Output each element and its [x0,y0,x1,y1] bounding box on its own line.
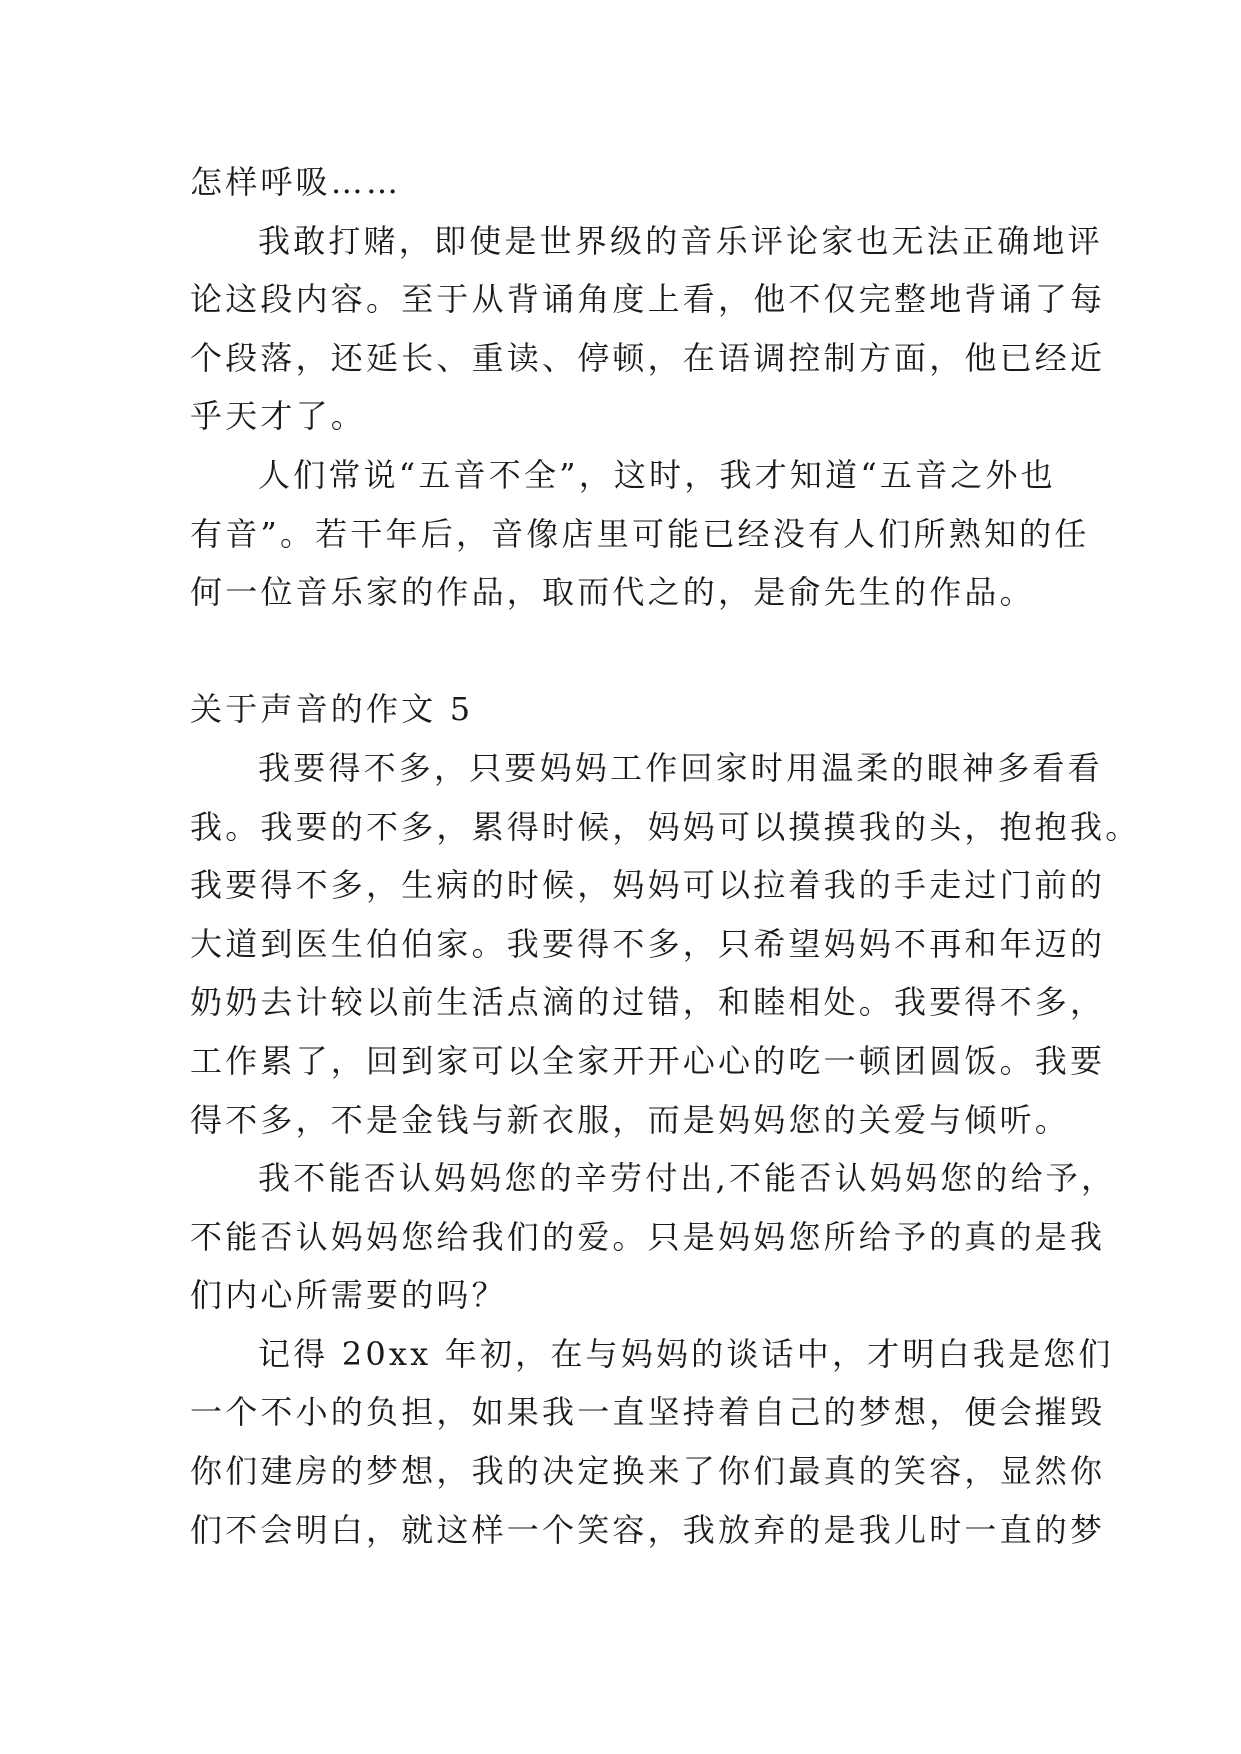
text-line: 工作累了，回到家可以全家开开心心的吃一顿团圆饭。我要 [190,1041,1106,1080]
blank-line [190,622,1070,681]
text-line: 有音”。若干年后，音像店里可能已经没有人们所熟知的任 [190,514,1090,553]
text-line: 得不多，不是金钱与新衣服，而是妈妈您的关爱与倾听。 [190,1100,1071,1139]
paragraph-first-line: 我不能否认妈妈您的辛劳付出,不能否认妈妈您的给予， [258,1159,1117,1198]
paragraph-first-line: 我要得不多，只要妈妈工作回家时用温柔的眼神多看看 [258,748,1103,787]
paragraph-first-line: 我敢打赌，即使是世界级的音乐评论家也无法正确地评 [258,221,1103,260]
text-line: 我。我要的不多，累得时候，妈妈可以摸摸我的头，抱抱我。 [190,807,1141,846]
text-line: 何一位音乐家的作品，取而代之的，是俞先生的作品。 [190,573,1035,612]
paragraph-first-line: 记得 20xx 年初，在与妈妈的谈话中，才明白我是您们 [258,1334,1114,1373]
text-line: 论这段内容。至于从背诵角度上看，他不仅完整地背诵了每 [190,280,1106,319]
section-heading: 关于声音的作文 5 [190,690,474,729]
paragraph-first-line: 人们常说“五音不全”，这时，我才知道“五音之外也 [258,455,1056,494]
text-line: 们内心所需要的吗？ [190,1276,507,1315]
text-line: 们不会明白，就这样一个笑容，我放弃的是我儿时一直的梦 [190,1510,1106,1549]
text-line: 大道到医生伯伯家。我要得不多，只希望妈妈不再和年迈的 [190,924,1106,963]
document-body [190,153,1141,1559]
text-line: 乎天才了。 [190,397,367,436]
text-line: 个段落，还延长、重读、停顿，在语调控制方面，他已经近 [190,338,1106,377]
text-line: 怎样呼吸…… [190,163,402,201]
text-line: 我要得不多，生病的时候，妈妈可以拉着我的手走过门前的 [190,866,1106,905]
text-line: 一个不小的负担，如果我一直坚持着自己的梦想，便会摧毁 [190,1393,1106,1432]
text-line: 奶奶去计较以前生活点滴的过错，和睦相处。我要得不多， [190,983,1106,1022]
text-line: 不能否认妈妈您给我们的爱。只是妈妈您所给予的真的是我 [190,1217,1106,1256]
text-line: 你们建房的梦想，我的决定换来了你们最真的笑容，显然你 [190,1452,1106,1491]
